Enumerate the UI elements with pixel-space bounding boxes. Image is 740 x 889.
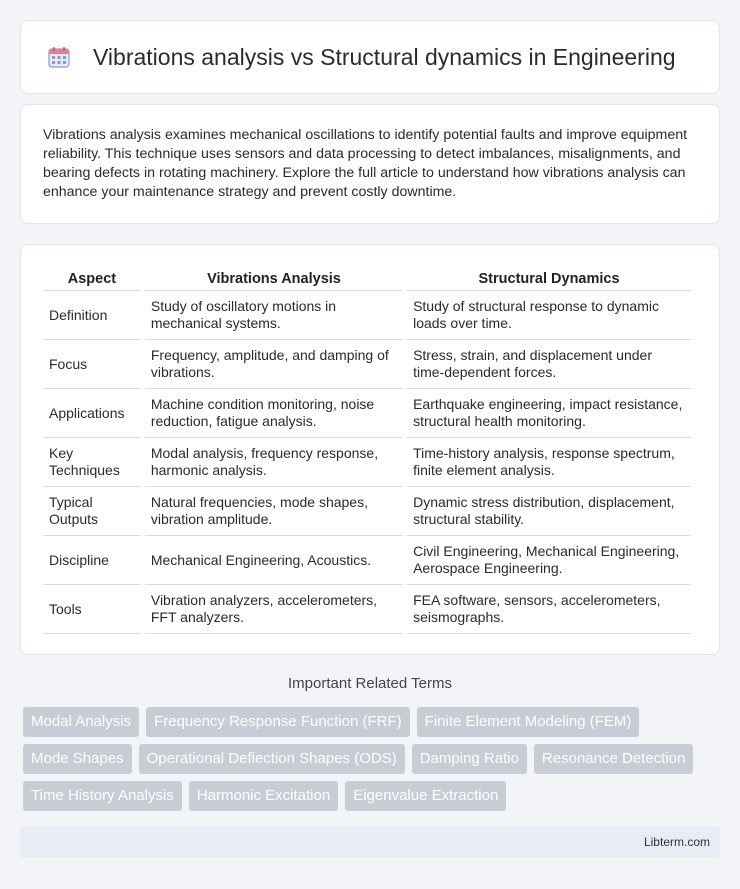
row-aspect: Focus	[43, 340, 141, 389]
table-row	[43, 291, 691, 340]
table-row	[43, 340, 691, 389]
row-structural-cell: FEA software, sensors, accelerometers, seismographs.	[407, 585, 691, 634]
row-vibrations-cell: Mechanical Engineering, Acoustics.	[145, 536, 403, 585]
row-aspect: Discipline	[43, 536, 141, 585]
related-terms-list	[23, 707, 723, 811]
table-row	[43, 536, 691, 585]
row-vibrations-cell: Machine condition monitoring, noise reduction, fatigue analysis.	[145, 389, 403, 438]
row-structural-cell: Earthquake engineering, impact resistance, structural health monitoring.	[407, 389, 691, 438]
row-vibrations-cell: Modal analysis, frequency response, harmonic analysis.	[145, 438, 403, 487]
row-vibrations-cell: Vibration analyzers, accelerometers, FFT analyzers.	[145, 585, 403, 634]
row-vibrations-cell: Frequency, amplitude, and damping of vibrations.	[145, 340, 403, 389]
row-vibrations-cell: Natural frequencies, mode shapes, vibration amplitude.	[145, 487, 403, 536]
header-aspect: Aspect	[43, 265, 141, 291]
footer	[20, 826, 720, 858]
footer-site-link[interactable]: Libterm.com	[643, 835, 710, 849]
intro-card	[20, 104, 720, 224]
intro-text: Vibrations analysis examines mechanical oscillations to identify potential faults and improve equipment reliability. This technique uses sensors and data processing to detect imbalances, misalignments, and bearing defects in rotating machinery. Explore the full article to understand how vibrations analysis can enhance your maintenance strategy and prevent costly downtime.	[43, 127, 688, 200]
table-header-row	[43, 265, 691, 291]
comparison-table-card	[20, 244, 720, 655]
table-row	[43, 438, 691, 487]
row-structural-cell: Study of structural response to dynamic loads over time.	[407, 291, 691, 340]
related-term-tag[interactable]: Mode Shapes	[23, 744, 132, 774]
row-vibrations-cell: Study of oscillatory motions in mechanical systems.	[145, 291, 403, 340]
row-aspect: Definition	[43, 291, 141, 340]
related-term-tag[interactable]: Modal Analysis	[23, 707, 139, 737]
related-terms-title: Important Related Terms	[288, 675, 452, 692]
related-term-tag[interactable]: Time History Analysis	[23, 781, 182, 811]
header-vibrations-analysis: Vibrations Analysis	[145, 265, 403, 291]
row-aspect: Typical Outputs	[43, 487, 141, 536]
row-aspect: Applications	[43, 389, 141, 438]
comparison-table	[39, 265, 695, 634]
row-aspect: Key Techniques	[43, 438, 141, 487]
row-structural-cell: Stress, strain, and displacement under time-dependent forces.	[407, 340, 691, 389]
related-term-tag[interactable]: Eigenvalue Extraction	[345, 781, 506, 811]
row-structural-cell: Time-history analysis, response spectrum, finite element analysis.	[407, 438, 691, 487]
row-structural-cell: Civil Engineering, Mechanical Engineering, Aerospace Engineering.	[407, 536, 691, 585]
row-aspect: Tools	[43, 585, 141, 634]
related-term-tag[interactable]: Frequency Response Function (FRF)	[146, 707, 410, 737]
table-row	[43, 585, 691, 634]
header-structural-dynamics: Structural Dynamics	[407, 265, 691, 291]
calendar-grid-icon	[47, 45, 71, 69]
header-card	[20, 20, 720, 94]
related-term-tag[interactable]: Resonance Detection	[534, 744, 693, 774]
table-row	[43, 389, 691, 438]
row-structural-cell: Dynamic stress distribution, displacement, structural stability.	[407, 487, 691, 536]
table-row	[43, 487, 691, 536]
related-term-tag[interactable]: Harmonic Excitation	[189, 781, 338, 811]
related-term-tag[interactable]: Finite Element Modeling (FEM)	[417, 707, 640, 737]
related-term-tag[interactable]: Operational Deflection Shapes (ODS)	[139, 744, 405, 774]
related-term-tag[interactable]: Damping Ratio	[412, 744, 527, 774]
page-title: Vibrations analysis vs Structural dynamics in Engineering	[93, 43, 676, 70]
